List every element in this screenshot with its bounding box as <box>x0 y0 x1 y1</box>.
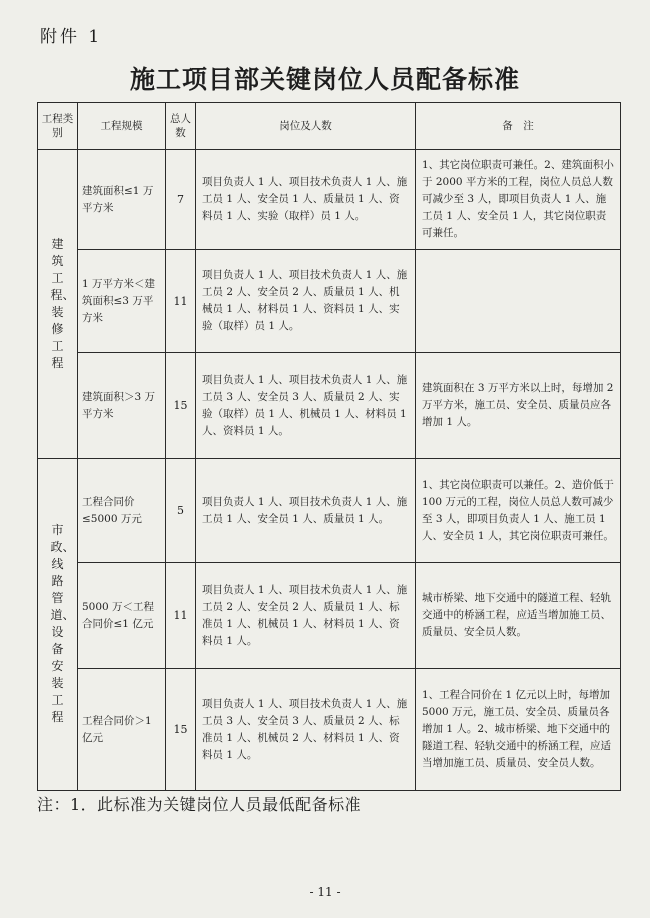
category-label: 建筑工程、装修工程 <box>50 236 75 370</box>
scale-cell: 建筑面积＞3 万平方米 <box>78 353 166 459</box>
header-positions: 岗位及人数 <box>196 103 416 150</box>
total-cell: 15 <box>166 353 196 459</box>
scale-cell: 5000 万＜工程合同价≤1 亿元 <box>78 563 166 669</box>
scale-cell: 工程合同价≤5000 万元 <box>78 459 166 563</box>
category-cell <box>38 459 78 791</box>
total-cell: 11 <box>166 250 196 353</box>
table-row <box>38 353 621 459</box>
total-cell: 15 <box>166 669 196 791</box>
category-cell <box>38 150 78 459</box>
remarks-cell: 城市桥梁、地下交通中的隧道工程、轻轨交通中的桥涵工程，应适当增加施工员、质量员、安全员人数。 <box>416 563 621 669</box>
scale-cell: 1 万平方米＜建筑面积≤3 万平方米 <box>78 250 166 353</box>
header-category: 工程类别 <box>38 103 78 150</box>
header-total: 总人数 <box>166 103 196 150</box>
positions-cell: 项目负责人 1 人、项目技术负责人 1 人、施工员 3 人、安全员 3 人、质量员 2 人、实验（取样）员 1 人、机械员 1 人、材料员 1 人、资料员 1 人。 <box>196 353 416 459</box>
total-cell: 7 <box>166 150 196 250</box>
table-header-row <box>38 103 621 150</box>
footnote: 注：1．此标准为关键岗位人员最低配备标准 <box>37 795 362 814</box>
total-cell: 11 <box>166 563 196 669</box>
header-scale: 工程规模 <box>78 103 166 150</box>
positions-cell: 项目负责人 1 人、项目技术负责人 1 人、施工员 2 人、安全员 2 人、质量员 1 人、机械员 1 人、材料员 1 人、资料员 1 人、实验（取样）员 1 人。 <box>196 250 416 353</box>
remarks-cell: 1、工程合同价在 1 亿元以上时，每增加 5000 万元，施工员、安全员、质量员各增加 1 人。2、城市桥梁、地下交通中的隧道工程、轻轨交通中的桥涵工程，应适当增加施工员、质量员、安全员人数。 <box>416 669 621 791</box>
remarks-cell: 建筑面积在 3 万平方米以上时，每增加 2 万平方米，施工员、安全员、质量员应各增加 1 人。 <box>416 353 621 459</box>
table-row <box>38 150 621 250</box>
staffing-standard-table <box>37 102 621 791</box>
total-cell: 5 <box>166 459 196 563</box>
positions-cell: 项目负责人 1 人、项目技术负责人 1 人、施工员 1 人、安全员 1 人、质量员 1 人。 <box>196 459 416 563</box>
positions-cell: 项目负责人 1 人、项目技术负责人 1 人、施工员 1 人、安全员 1 人、质量员 1 人、资料员 1 人、实验（取样）员 1 人。 <box>196 150 416 250</box>
positions-cell: 项目负责人 1 人、项目技术负责人 1 人、施工员 2 人、安全员 2 人、质量员 1 人、标准员 1 人、机械员 1 人、材料员 1 人、资料员 1 人。 <box>196 563 416 669</box>
scale-cell: 工程合同价＞1 亿元 <box>78 669 166 791</box>
table-row <box>38 563 621 669</box>
positions-cell: 项目负责人 1 人、项目技术负责人 1 人、施工员 3 人、安全员 3 人、质量员 2 人、标准员 1 人、机械员 2 人、材料员 1 人、资料员 1 人。 <box>196 669 416 791</box>
table-row <box>38 669 621 791</box>
remarks-cell: 1、其它岗位职责可以兼任。2、造价低于 100 万元的工程，岗位人员总人数可减少至 3 人，即项目负责人 1 人、施工员 1 人、安全员 1 人，其它岗位职责可兼任。 <box>416 459 621 563</box>
page-title: 施工项目部关键岗位人员配备标准 <box>129 65 520 94</box>
category-label: 市政、线路管道、设备安装工程 <box>50 523 75 724</box>
header-remarks: 备 注 <box>416 103 621 150</box>
table-row <box>38 459 621 563</box>
table-row <box>38 250 621 353</box>
remarks-cell: 1、其它岗位职责可兼任。2、建筑面积小于 2000 平方米的工程，岗位人员总人数可减少至 3 人，即项目负责人 1 人、施工员 1 人、安全员 1 人，其它岗位职责可兼任。 <box>416 150 621 250</box>
scale-cell: 建筑面积≤1 万平方米 <box>78 150 166 250</box>
remarks-cell <box>416 250 621 353</box>
page-number: - 11 - <box>309 885 341 899</box>
annex-label: 附件 1 <box>40 27 103 47</box>
